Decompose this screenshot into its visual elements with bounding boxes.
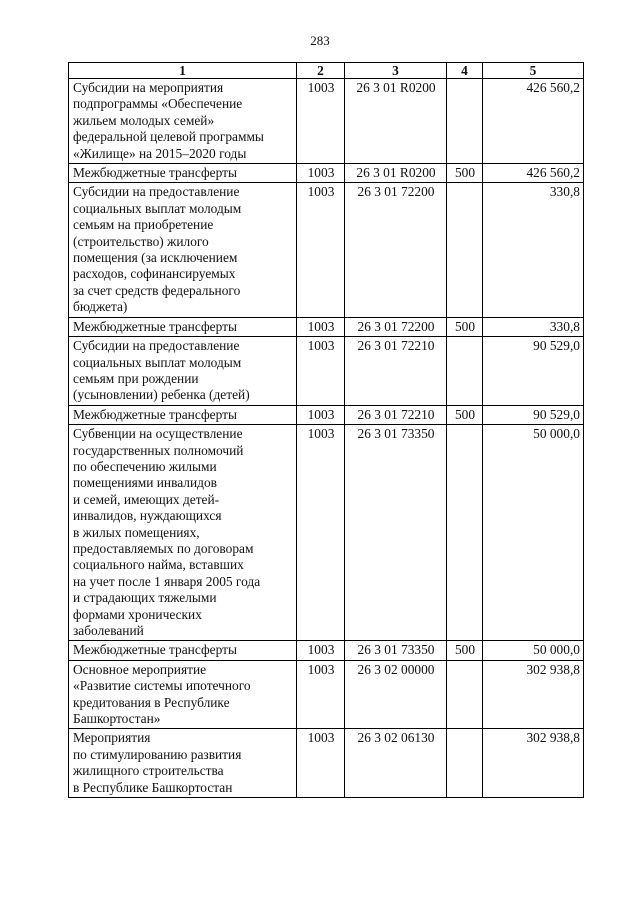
table-row [69, 641, 584, 660]
table-row [69, 660, 584, 729]
cell-type: 500 [447, 164, 483, 183]
cell-csr: 26 3 01 R0200 [345, 79, 447, 164]
header-col-1: 1 [69, 63, 297, 79]
cell-csr: 26 3 02 06130 [345, 729, 447, 798]
table-row [69, 183, 584, 317]
cell-code: 1003 [297, 317, 345, 336]
table-row [69, 425, 584, 641]
cell-code: 1003 [297, 164, 345, 183]
cell-type [447, 79, 483, 164]
cell-amount: 302 938,8 [483, 729, 584, 798]
cell-csr: 26 3 01 72200 [345, 317, 447, 336]
cell-code: 1003 [297, 641, 345, 660]
cell-type: 500 [447, 405, 483, 424]
cell-name: Субвенции на осуществление государственных полномочий по обеспечению жилыми помещениями инвалидов и семей, имеющих детей- инвалидов, нуждающихся в жилых помещениях, предоставляемых по договорам социального найма, вставших на учет после 1 января 2005 года и страдающих тяжелыми формами хронических заболеваний [69, 425, 297, 641]
cell-amount: 426 560,2 [483, 164, 584, 183]
table-row [69, 405, 584, 424]
cell-csr: 26 3 01 R0200 [345, 164, 447, 183]
table-row [69, 164, 584, 183]
cell-code: 1003 [297, 425, 345, 641]
header-col-3: 3 [345, 63, 447, 79]
cell-amount: 50 000,0 [483, 641, 584, 660]
cell-code: 1003 [297, 337, 345, 406]
header-row [69, 63, 584, 79]
table-row [69, 337, 584, 406]
header-col-5: 5 [483, 63, 584, 79]
cell-type [447, 183, 483, 317]
cell-name: Основное мероприятие «Развитие системы ипотечного кредитования в Республике Башкортостан» [69, 660, 297, 729]
cell-csr: 26 3 01 72210 [345, 405, 447, 424]
cell-type [447, 425, 483, 641]
cell-type [447, 337, 483, 406]
cell-code: 1003 [297, 660, 345, 729]
cell-csr: 26 3 01 72210 [345, 337, 447, 406]
cell-amount: 50 000,0 [483, 425, 584, 641]
cell-name: Субсидии на предоставление социальных выплат молодым семьям при рождении (усыновлении) ребенка (детей) [69, 337, 297, 406]
cell-type: 500 [447, 641, 483, 660]
cell-name: Межбюджетные трансферты [69, 405, 297, 424]
table-row [69, 729, 584, 798]
cell-code: 1003 [297, 405, 345, 424]
cell-amount: 330,8 [483, 317, 584, 336]
cell-amount: 426 560,2 [483, 79, 584, 164]
cell-name: Субсидии на мероприятия подпрограммы «Обеспечение жильем молодых семей» федеральной целевой программы «Жилище» на 2015–2020 годы [69, 79, 297, 164]
cell-code: 1003 [297, 729, 345, 798]
cell-name: Межбюджетные трансферты [69, 317, 297, 336]
cell-name: Субсидии на предоставление социальных выплат молодым семьям на приобретение (строительство) жилого помещения (за исключением расходов, софинансируемых за счет средств федерального бюджета) [69, 183, 297, 317]
cell-csr: 26 3 02 00000 [345, 660, 447, 729]
cell-name: Межбюджетные трансферты [69, 164, 297, 183]
budget-table [68, 62, 584, 798]
header-col-4: 4 [447, 63, 483, 79]
cell-type: 500 [447, 317, 483, 336]
cell-code: 1003 [297, 79, 345, 164]
page-number: 283 [310, 33, 330, 48]
cell-type [447, 729, 483, 798]
cell-csr: 26 3 01 73350 [345, 641, 447, 660]
cell-csr: 26 3 01 73350 [345, 425, 447, 641]
cell-amount: 330,8 [483, 183, 584, 317]
table-row [69, 79, 584, 164]
cell-amount: 302 938,8 [483, 660, 584, 729]
cell-name: Мероприятия по стимулированию развития жилищного строительства в Республике Башкортостан [69, 729, 297, 798]
cell-csr: 26 3 01 72200 [345, 183, 447, 317]
header-col-2: 2 [297, 63, 345, 79]
table-row [69, 317, 584, 336]
cell-code: 1003 [297, 183, 345, 317]
cell-type [447, 660, 483, 729]
cell-amount: 90 529,0 [483, 337, 584, 406]
cell-name: Межбюджетные трансферты [69, 641, 297, 660]
cell-amount: 90 529,0 [483, 405, 584, 424]
